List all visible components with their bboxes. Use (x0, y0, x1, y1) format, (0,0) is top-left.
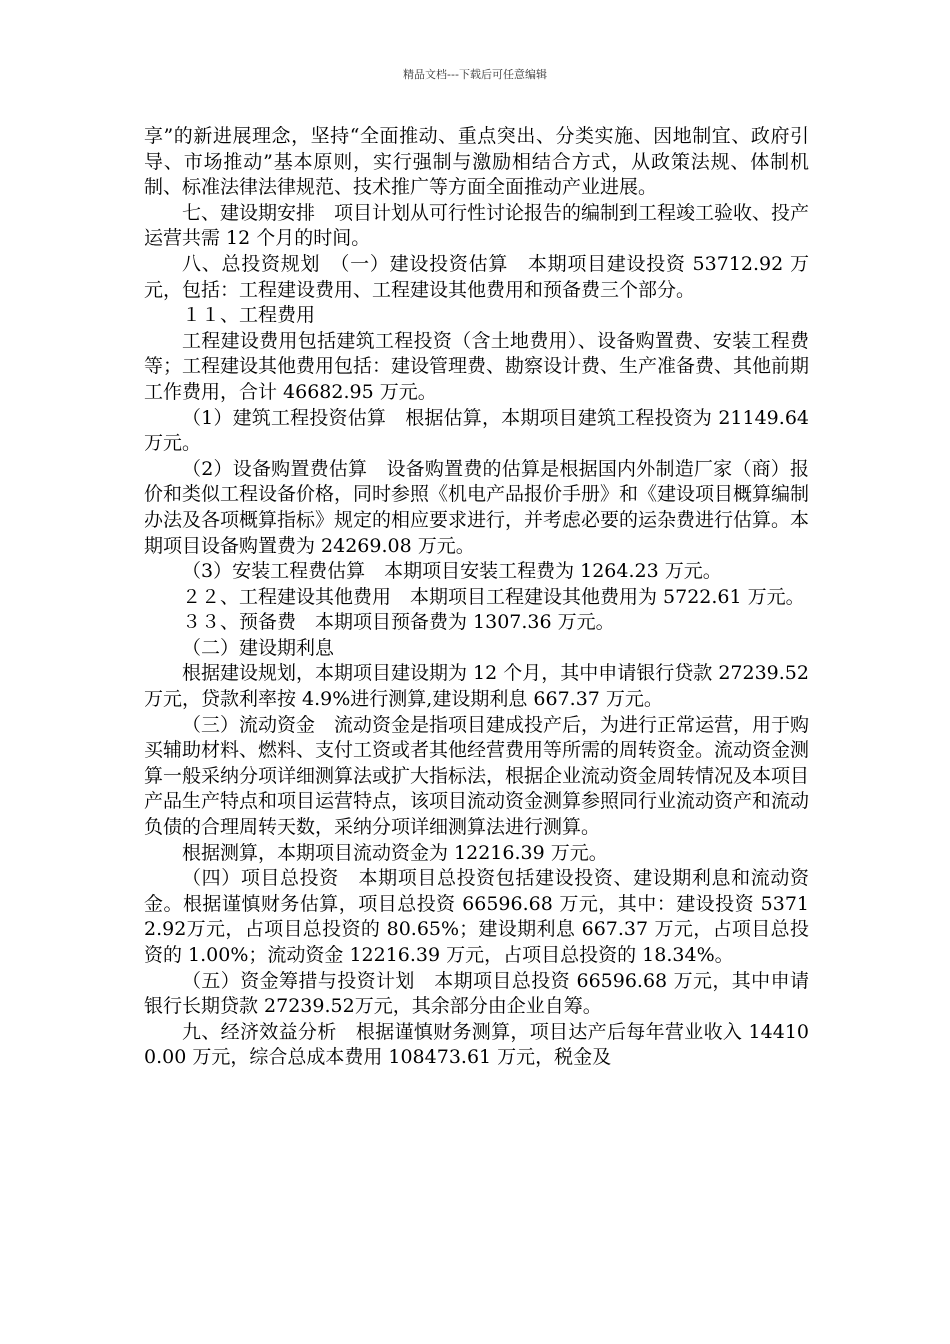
paragraph: 根据测算，本期项目流动资金为 12216.39 万元。 (182, 841, 608, 864)
paragraph: ２２、工程建设其他费用 本期项目工程建设其他费用为 5722.61 万元。 (182, 585, 805, 608)
paragraph: 八、总投资规划 （一）建设投资估算 本期项目建设投资 53712.92 万元，包括：工程建设费用、工程建设其他费用和预备费三个部分。 (144, 252, 809, 301)
paragraph: 享”的新进展理念，坚持“全面推动、重点突出、分类实施、因地制宜、政府引导、市场推动”基本原则，实行强制与激励相结合方式，从政策法规、体制机制、标准法律法律规范、技术推广等方面全面推动产业进展。 (144, 125, 809, 199)
paragraph: 工程建设费用包括建筑工程投资（含土地费用）、设备购置费、安装工程费等；工程建设其他费用包括：建设管理费、勘察设计费、生产准备费、其他前期工作费用，合计 46682.95 万元。 (144, 329, 810, 403)
document-body (144, 124, 809, 1071)
paragraph: （2）设备购置费估算 设备购置费的估算是根据国内外制造厂家（商）报价和类似工程设备价格，同时参照《机电产品报价手册》和《建设项目概算编制办法及各项概算指标》规定的相应要求进行，并考虑必要的运杂费进行估算。本期项目设备购置费为 24269.08 万元。 (144, 457, 810, 557)
page-header: 精品文档---下载后可任意编辑 (403, 68, 547, 81)
paragraph: 根据建设规划，本期项目建设期为 12 个月，其中申请银行贷款 27239.52 万元，贷款利率按 4.9%进行测算,建设期利息 667.37 万元。 (144, 662, 809, 711)
paragraph: １１、工程费用 (182, 304, 316, 327)
paragraph: 九、经济效益分析 根据谨慎财务测算，项目达产后每年营业收入 144100.00 万元，综合总成本费用 108473.61 万元，税金及 (144, 1020, 809, 1069)
paragraph: （3）安装工程费估算 本期项目安装工程费为 1264.23 万元。 (182, 560, 722, 583)
paragraph: （四）项目总投资 本期项目总投资包括建设投资、建设期利息和流动资金。根据谨慎财务估算，项目总投资 66596.68 万元，其中：建设投资 53712.92万元，占项目总投资的 80.65%；建设期利息 667.37 万元，占项目总投资的 1.00%；流动资金 12216.39 万元，占项目总投资的 18.34%。 (144, 867, 809, 966)
paragraph: （二）建设期利息 (182, 636, 335, 659)
paragraph: （三）流动资金 流动资金是指项目建成投产后，为进行正常运营，用于购买辅助材料、燃料、支付工资或者其他经营费用等所需的周转资金。流动资金测算一般采纳分项详细测算法或扩大指标法，根据企业流动资金周转情况及本项目产品生产特点和项目运营特点，该项目流动资金测算参照同行业流动资产和流动负债的合理周转天数，采纳分项详细测算法进行测算。 (144, 713, 810, 839)
paragraph: （五）资金筹措与投资计划 本期项目总投资 66596.68 万元，其中申请银行长期贷款 27239.52万元，其余部分由企业自筹。 (144, 969, 809, 1018)
paragraph: 七、建设期安排 项目计划从可行性讨论报告的编制到工程竣工验收、投产运营共需 12 个月的时间。 (144, 201, 810, 250)
paragraph: （1）建筑工程投资估算 根据估算，本期项目建筑工程投资为 21149.64 万元。 (144, 406, 809, 455)
paragraph: ３３、预备费 本期项目预备费为 1307.36 万元。 (182, 611, 615, 634)
